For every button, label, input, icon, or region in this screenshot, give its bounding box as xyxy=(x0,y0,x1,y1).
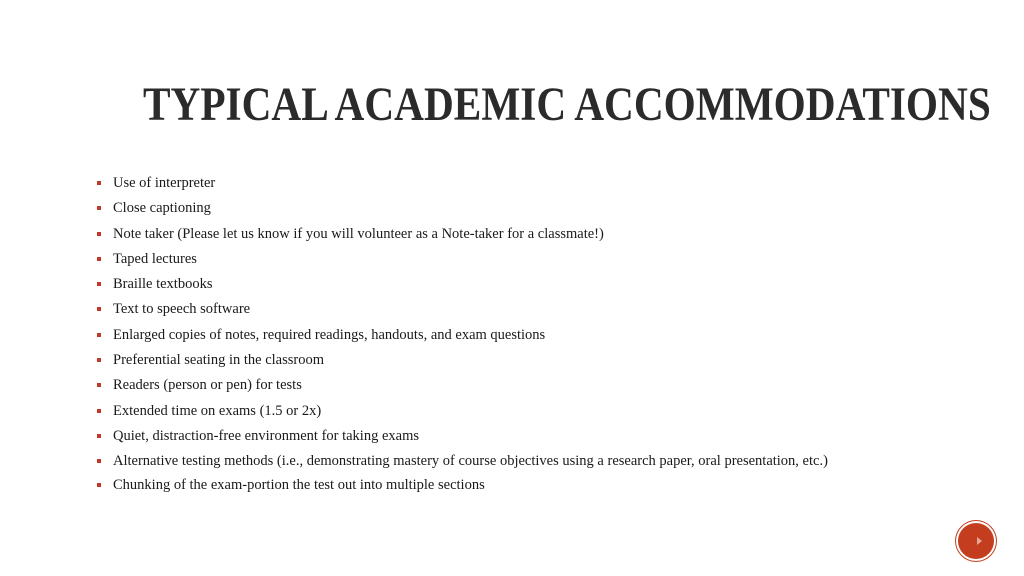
bullet-icon xyxy=(97,459,101,463)
list-item xyxy=(97,277,937,292)
list-item xyxy=(97,227,937,242)
list-item xyxy=(97,404,937,419)
bullet-icon xyxy=(97,434,101,438)
list-item-text: Note taker (Please let us know if you will volunteer as a Note-taker for a classmate!) xyxy=(113,225,604,242)
list-item-text: Enlarged copies of notes, required readings, handouts, and exam questions xyxy=(113,326,546,343)
list-item xyxy=(97,353,937,368)
list-item xyxy=(97,328,937,343)
list-item-text: Extended time on exams (1.5 or 2x) xyxy=(113,402,322,419)
play-arrow-icon xyxy=(977,537,982,545)
bullet-icon xyxy=(97,333,101,337)
list-item-text: Braille textbooks xyxy=(113,276,213,293)
bullet-icon xyxy=(97,383,101,387)
list-item-text: Close captioning xyxy=(113,200,211,217)
list-item-text: Use of interpreter xyxy=(113,175,216,191)
list-item-text: Quiet, distraction-free environment for taking exams xyxy=(113,427,420,444)
next-slide-button[interactable] xyxy=(958,523,994,559)
list-item-text: Alternative testing methods (i.e., demonstrating mastery of course objectives using a research paper, oral presentation, etc.) xyxy=(113,453,828,470)
bullet-icon xyxy=(97,257,101,261)
list-item xyxy=(97,176,937,191)
bullet-icon xyxy=(97,206,101,210)
list-item-text: Chunking of the exam-portion the test out into multiple sections xyxy=(113,477,485,494)
bullet-icon xyxy=(97,307,101,311)
list-item xyxy=(97,429,937,444)
bullet-icon xyxy=(97,181,101,185)
bullet-list xyxy=(97,176,937,504)
slide-title: TYPICAL ACADEMIC ACCOMMODATIONS xyxy=(143,78,991,131)
list-item-text: Taped lectures xyxy=(113,250,197,267)
list-item xyxy=(97,302,937,317)
list-item-text: Readers (person or pen) for tests xyxy=(113,377,302,394)
list-item-text: Text to speech software xyxy=(113,301,251,318)
bullet-icon xyxy=(97,232,101,236)
bullet-icon xyxy=(97,409,101,413)
list-item xyxy=(97,478,937,493)
bullet-icon xyxy=(97,358,101,362)
bullet-icon xyxy=(97,282,101,286)
list-item xyxy=(97,201,937,216)
bullet-icon xyxy=(97,483,101,487)
list-item xyxy=(97,378,937,393)
list-item xyxy=(97,252,937,267)
list-item xyxy=(97,454,937,469)
list-item-text: Preferential seating in the classroom xyxy=(113,352,324,369)
